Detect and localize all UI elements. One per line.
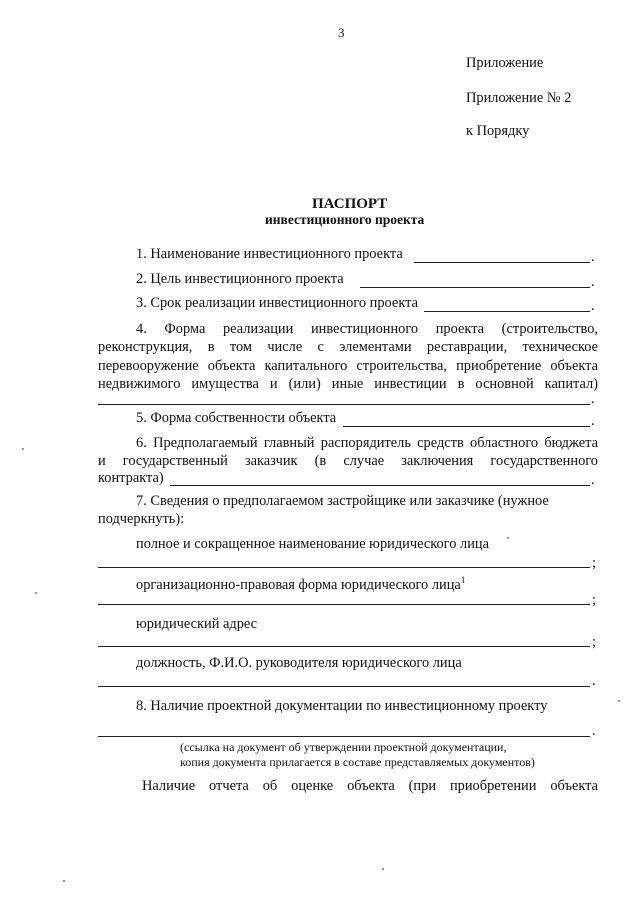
item-7-director-period: .	[592, 673, 596, 689]
item-6-blank-line	[170, 485, 590, 486]
scan-speck	[22, 448, 24, 450]
scan-speck	[63, 880, 65, 882]
appendix-label: Приложение	[466, 55, 544, 71]
item-7-address-semicolon: ;	[592, 634, 596, 650]
scan-speck	[35, 592, 37, 594]
item-8-note-line-1: (ссылка на документ об утверждении проектной документации,	[180, 740, 507, 754]
item-3-period: .	[591, 298, 595, 314]
item-1-period: .	[591, 249, 595, 265]
item-4-line-3: перевооружение объекта капитального строительства, приобретение объекта	[98, 358, 598, 374]
item-3-label: 3. Срок реализации инвестиционного проекта	[136, 295, 418, 311]
item-2-period: .	[591, 274, 595, 290]
item-4-line-1: 4. Форма реализации инвестиционного проекта (строительство,	[136, 321, 598, 337]
item-7-org-form-semicolon: ;	[592, 592, 596, 608]
item-4-line-2: реконструкция, в том числе с элементами реставрации, техническое	[98, 339, 598, 355]
scan-speck	[507, 537, 509, 539]
item-7-org-form-label	[136, 576, 465, 592]
item-6-line-1: 6. Предполагаемый главный распорядитель средств областного бюджета	[136, 435, 598, 451]
appendix-number-label: Приложение № 2	[466, 90, 572, 106]
item-6-period: .	[591, 472, 595, 488]
item-6-line-2: и государственный заказчик (в случае заключения государственного	[98, 453, 598, 469]
item-2-blank-line	[360, 287, 590, 288]
scan-speck	[618, 700, 620, 702]
item-8-period: .	[592, 723, 596, 739]
document-title: ПАСПОРТ	[312, 196, 388, 212]
item-1-blank-line	[414, 262, 590, 263]
item-7-legal-name-label: полное и сокращенное наименование юридического лица	[136, 536, 489, 552]
scan-speck	[382, 868, 384, 870]
item-4-line-4: недвижимого имущества и (или) иные инвестиции в основной капитал)	[98, 376, 598, 392]
item-5-label: 5. Форма собственности объекта	[136, 410, 337, 426]
item-5-blank-line	[343, 426, 590, 427]
item-8-label: 8. Наличие проектной документации по инвестиционному проекту	[136, 698, 548, 714]
item-7-address-label: юридический адрес	[136, 616, 258, 632]
item-7-legal-name-semicolon: ;	[592, 555, 596, 571]
item-7-director-line	[98, 686, 590, 687]
item-7-org-form-line	[98, 604, 590, 605]
page-number: 3	[338, 25, 345, 40]
item-5-period: .	[591, 413, 595, 429]
item-1-label: 1. Наименование инвестиционного проекта	[136, 246, 403, 262]
item-7-address-line	[98, 646, 590, 647]
item-6-line-3: контракта)	[98, 470, 164, 486]
footnote-marker: 1	[460, 575, 466, 585]
item-4-blank-line	[98, 404, 590, 405]
report-availability-line: Наличие отчета об оценке объекта (при приобретении объекта	[142, 778, 598, 794]
item-7-legal-name-line	[98, 567, 590, 568]
item-7-director-label: должность, Ф.И.О. руководителя юридического лица	[136, 655, 462, 671]
item-3-blank-line	[424, 311, 590, 312]
item-4-period: .	[591, 391, 595, 407]
document-subtitle: инвестиционного проекта	[265, 212, 425, 227]
item-7-line-2: подчеркнуть):	[98, 511, 185, 527]
item-8-note-line-2: копия документа прилагается в составе представляемых документов)	[180, 755, 535, 769]
item-2-label: 2. Цель инвестиционного проекта	[136, 271, 344, 287]
item-7-org-form-text: организационно-правовая форма юридического лица	[136, 576, 461, 593]
item-8-blank-line	[98, 736, 590, 737]
item-7-line-1: 7. Сведения о предполагаемом застройщике или заказчике (нужное	[136, 493, 549, 509]
procedure-reference: к Порядку	[466, 123, 530, 139]
